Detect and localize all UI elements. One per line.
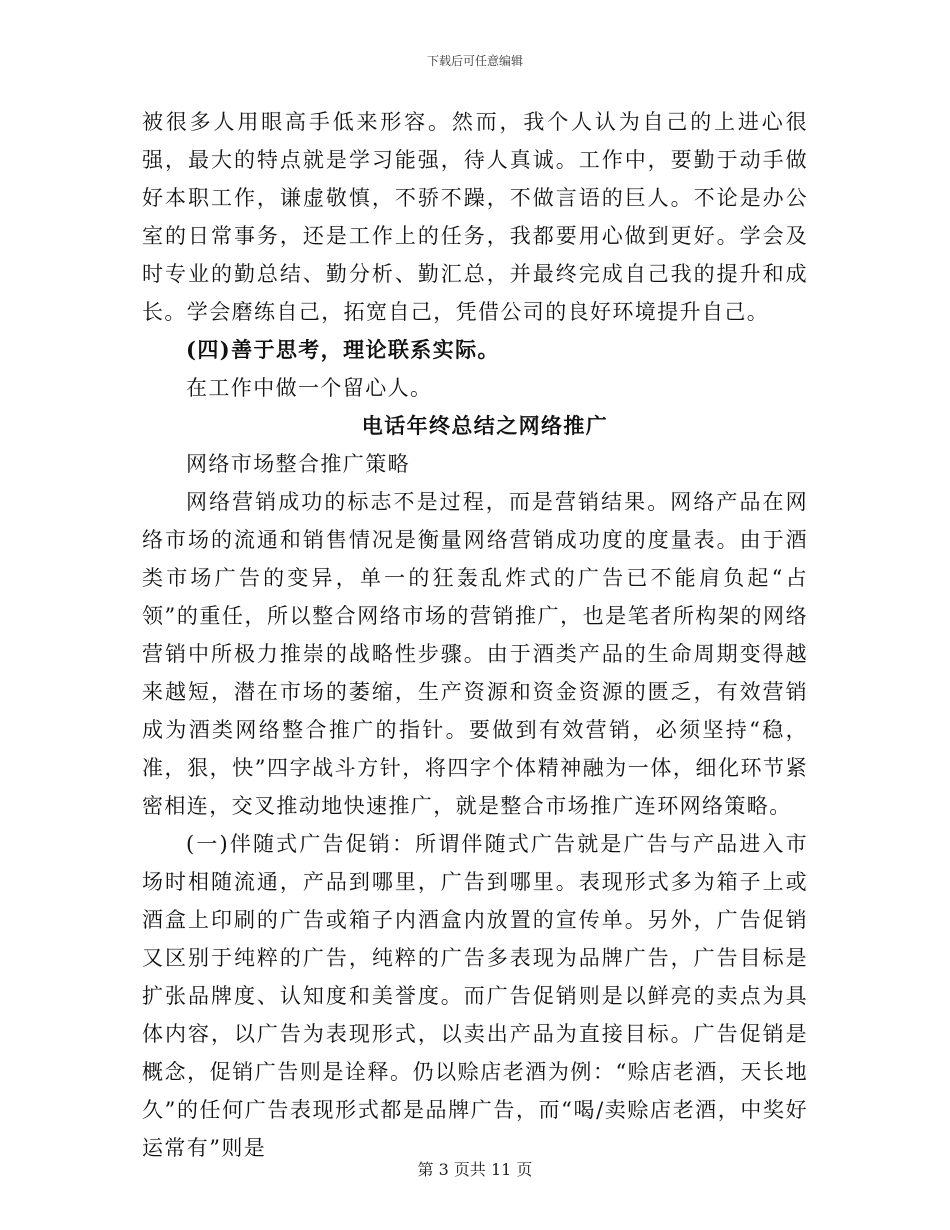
article-title: 电话年终总结之网络推广 bbox=[361, 413, 609, 438]
paragraph-short-note: 在工作中做一个留心人。 bbox=[186, 376, 433, 400]
page-header-note: 下载后可任意编辑 bbox=[426, 54, 523, 68]
article-subtitle: 网络市场整合推广策略 bbox=[186, 452, 410, 476]
paragraph-section-one: (一)伴随式广告促销：所谓伴随式广告就是广告与产品进入市场时相随流通，产品到哪里，广告到哪里。表现形式多为箱子上或酒盒上印刷的广告或箱子内酒盒内放置的宣传单。另外，广告促销又区别于纯粹的广告，纯粹的广告多表现为品牌广告，广告目标是扩张品牌度、认知度和美誉度。而广告促销则是以鲜亮的卖点为具体内容，以广告为表现形式，以卖出产品为直接目标。广告促销是概念，促销广告则是诠释。仍以赊店老酒为例：“赊店老酒，天长地久”的任何广告表现形式都是品牌广告，而“喝/卖赊店老酒，中奖好运常有”则是 bbox=[142, 832, 808, 1160]
section-heading-four: (四)善于思考，理论联系实际。 bbox=[186, 337, 500, 362]
paragraph-continuation: 被很多人用眼高手低来形容。然而，我个人认为自己的上进心很强，最大的特点就是学习能强，待人真诚。工作中，要勤于动手做好本职工作，谦虚敬慎，不骄不躁，不做言语的巨人。不论是办公室的日常事务，还是工作上的任务，我都要用心做到更好。学会及时专业的勤总结、勤分析、勤汇总，并最终完成自己我的提升和成长。学会磨练自己，拓宽自己，凭借公司的良好环境提升自己。 bbox=[142, 110, 808, 324]
paragraph-marketing-intro: 网络营销成功的标志不是过程，而是营销结果。网络产品在网络市场的流通和销售情况是衡量网络营销成功度的度量表。由于酒类市场广告的变异，单一的狂轰乱炸式的广告已不能肩负起“占领”的重任，所以整合网络市场的营销推广，也是笔者所构架的网络营销中所极力推崇的战略性步骤。由于酒类产品的生命周期变得越来越短，潜在市场的萎缩，生产资源和资金资源的匮乏，有效营销成为酒类网络整合推广的指针。要做到有效营销，必须坚持“稳，准，狠，快”四字战斗方针，将四字个体精神融为一体，细化环节紧密相连，交叉推动地快速推广，就是整合市场推广连环网络策略。 bbox=[142, 490, 808, 818]
page-number: 第 3 页共 11 页 bbox=[417, 1160, 533, 1179]
document-body bbox=[142, 103, 808, 1167]
